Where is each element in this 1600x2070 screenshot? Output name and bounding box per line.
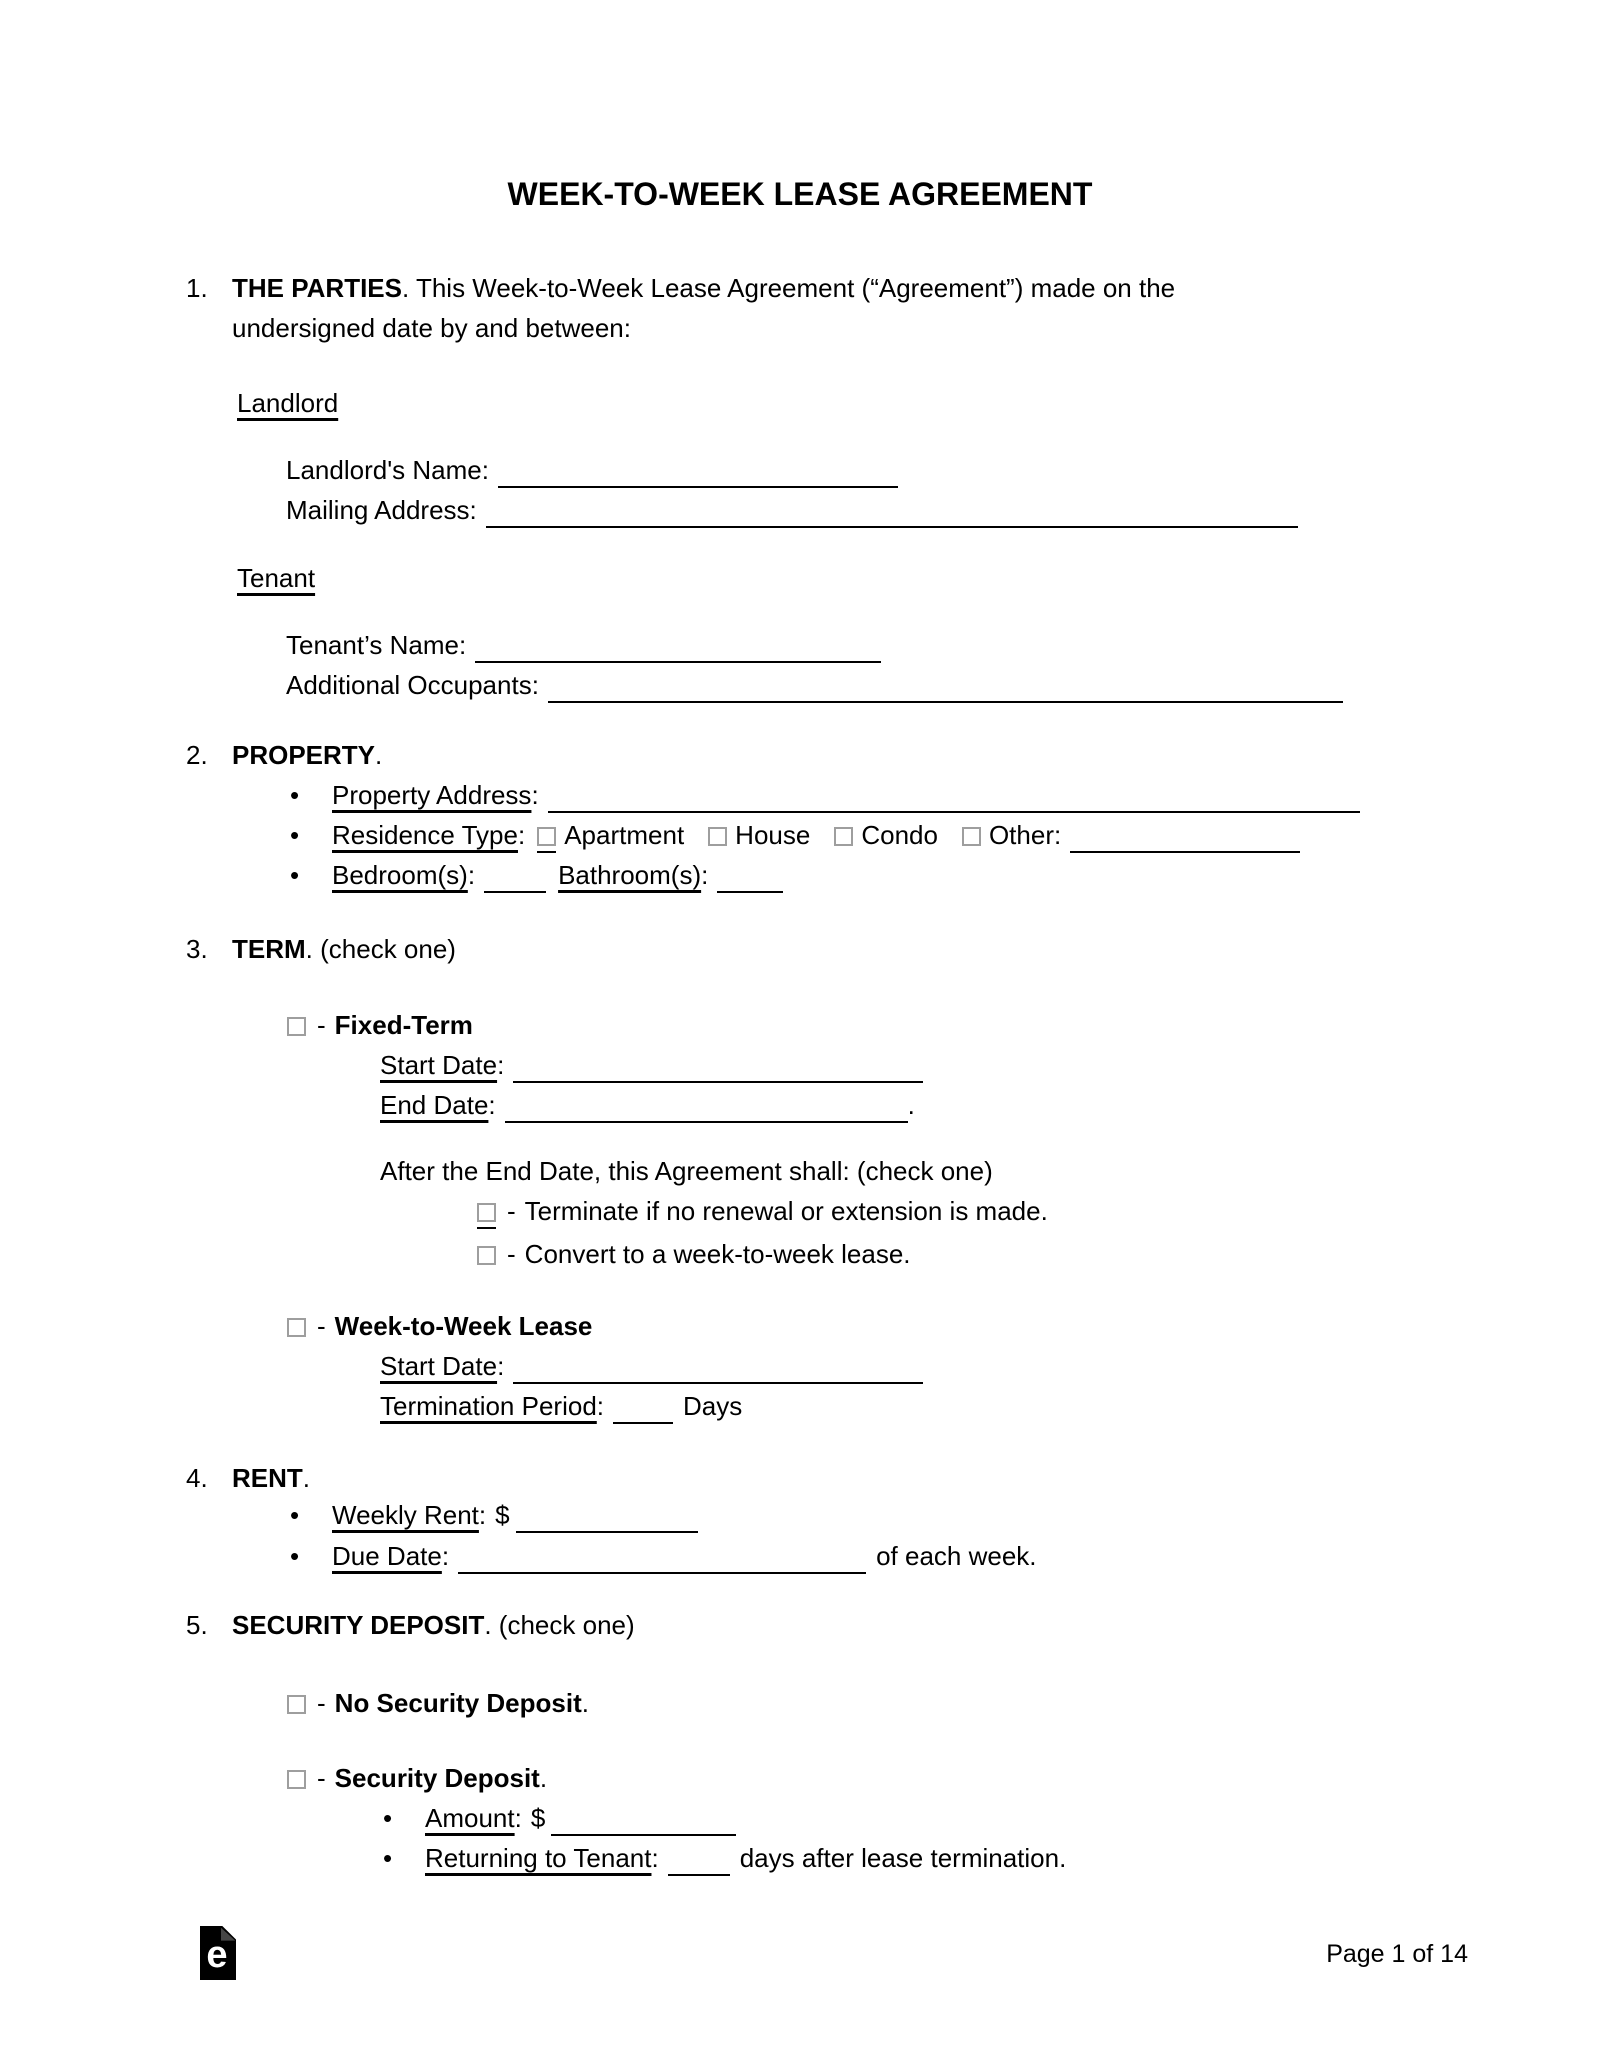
section-security-heading-suffix: . (check one) <box>484 1610 635 1640</box>
security-deposit-row <box>287 1758 547 1798</box>
dash: - <box>317 1763 326 1793</box>
bathrooms-label: Bathroom(s) <box>558 860 702 890</box>
termination-period-row <box>380 1386 742 1426</box>
property-address-label: Property Address <box>332 780 532 810</box>
returning-days-field-line[interactable] <box>668 1838 730 1876</box>
period: . <box>539 1763 548 1793</box>
fixed-term-end-date-label: End Date <box>380 1090 489 1120</box>
no-security-deposit-checkbox[interactable] <box>287 1695 306 1714</box>
returning-to-tenant-row <box>383 1838 1066 1878</box>
section-security-number: 5. <box>186 1610 208 1640</box>
terminate-option-row <box>477 1191 1048 1231</box>
tenant-subheading-text: Tenant <box>237 563 316 593</box>
section-rent-heading: RENT <box>232 1463 303 1493</box>
fixed-term-start-date-label: Start Date <box>380 1050 498 1080</box>
condo-option-label: Condo <box>861 820 938 850</box>
period: . <box>581 1688 589 1718</box>
colon: : <box>701 860 709 890</box>
section-parties-intro-line-2-text: undersigned date by and between: <box>232 313 631 343</box>
tenant-name-field-line[interactable] <box>475 625 881 663</box>
colon: : <box>596 1391 605 1421</box>
week-to-week-label: Week-to-Week Lease <box>334 1311 593 1341</box>
fixed-term-label: Fixed-Term <box>334 1010 473 1040</box>
deposit-amount-field-line[interactable] <box>551 1798 736 1836</box>
weekly-rent-label: Weekly Rent <box>332 1500 479 1530</box>
section-term-heading-suffix: . (check one) <box>305 934 456 964</box>
bullet-icon: • <box>290 780 300 810</box>
due-date-field-line[interactable] <box>458 1536 866 1574</box>
colon: : <box>514 1803 522 1833</box>
other-field-line[interactable] <box>1070 815 1300 853</box>
section-term-heading-row <box>186 929 456 969</box>
terminate-option-label: Terminate if no renewal or extension is made. <box>524 1196 1048 1226</box>
due-date-label: Due Date <box>332 1541 442 1571</box>
no-security-deposit-row <box>287 1683 589 1723</box>
colon: : <box>497 1050 505 1080</box>
colon: : <box>497 1351 505 1381</box>
apartment-option-label: Apartment <box>564 820 685 850</box>
mailing-address-row <box>286 490 1298 530</box>
week-to-week-option-row <box>287 1306 592 1346</box>
section-property-heading: PROPERTY <box>232 740 376 770</box>
due-date-suffix: of each week. <box>876 1541 1037 1571</box>
bullet-icon: • <box>290 1541 300 1571</box>
dash: - <box>317 1010 326 1040</box>
fixed-term-end-date-row <box>380 1085 915 1125</box>
mailing-address-field-line[interactable] <box>486 490 1298 528</box>
condo-checkbox[interactable] <box>834 827 853 846</box>
dash: - <box>317 1688 326 1718</box>
dollar-sign: $ <box>530 1803 546 1833</box>
colon: : <box>441 1541 450 1571</box>
apartment-checkbox[interactable] <box>537 827 556 846</box>
due-date-row <box>290 1536 1037 1576</box>
other-option-label: Other: <box>988 820 1062 850</box>
after-end-date-text <box>380 1151 993 1191</box>
landlord-name-row <box>286 450 898 490</box>
returning-to-tenant-label: Returning to Tenant <box>425 1843 652 1873</box>
property-address-row <box>290 775 1360 815</box>
bedrooms-bathrooms-row <box>290 855 783 895</box>
termination-period-field-line[interactable] <box>613 1386 673 1424</box>
section-security-heading: SECURITY DEPOSIT <box>232 1610 485 1640</box>
section-parties-intro-rest: . This Week-to-Week Lease Agreement (“Agreement”) made on the <box>401 273 1176 303</box>
convert-option-label: Convert to a week-to-week lease. <box>524 1239 911 1269</box>
tenant-name-label: Tenant’s Name: <box>286 630 467 660</box>
other-checkbox[interactable] <box>962 827 981 846</box>
house-option-label: House <box>735 820 811 850</box>
week-to-week-start-date-row <box>380 1346 923 1386</box>
week-to-week-start-date-field-line[interactable] <box>513 1346 923 1384</box>
residence-type-label: Residence Type <box>332 820 518 850</box>
house-checkbox[interactable] <box>708 827 727 846</box>
mailing-address-label: Mailing Address: <box>286 495 477 525</box>
additional-occupants-row <box>286 665 1343 705</box>
security-deposit-label: Security Deposit <box>334 1763 540 1793</box>
convert-checkbox[interactable] <box>477 1246 496 1265</box>
weekly-rent-field-line[interactable] <box>516 1495 698 1533</box>
colon: : <box>467 860 476 890</box>
bedrooms-label: Bedroom(s) <box>332 860 468 890</box>
colon: : <box>531 780 539 810</box>
fixed-term-end-date-field-line[interactable] <box>505 1085 908 1123</box>
security-deposit-checkbox[interactable] <box>287 1770 306 1789</box>
document-title: WEEK-TO-WEEK LEASE AGREEMENT <box>507 176 1093 212</box>
dollar-sign: $ <box>495 1500 510 1530</box>
section-property-number: 2. <box>186 740 208 770</box>
colon: : <box>651 1843 659 1873</box>
termination-period-suffix: Days <box>683 1391 743 1421</box>
landlord-name-field-line[interactable] <box>498 450 898 488</box>
landlord-subheading <box>237 383 338 423</box>
deposit-amount-row <box>383 1798 736 1838</box>
bullet-icon: • <box>290 860 300 890</box>
eforms-logo-letter: e <box>206 1934 228 1976</box>
week-to-week-start-date-label: Start Date <box>380 1351 498 1381</box>
additional-occupants-field-line[interactable] <box>548 665 1343 703</box>
section-rent-number: 4. <box>186 1463 208 1493</box>
section-property-heading-suffix: . <box>375 740 383 770</box>
colon: : <box>517 820 526 850</box>
colon: : <box>478 1500 487 1530</box>
section-parties-number: 1. <box>186 273 208 303</box>
tenant-name-row <box>286 625 881 665</box>
section-parties-intro-line-1 <box>186 268 1175 308</box>
fixed-term-start-date-field-line[interactable] <box>513 1045 923 1083</box>
section-security-heading-row <box>186 1605 635 1645</box>
fixed-term-checkbox[interactable] <box>287 1017 306 1036</box>
page-number: Page 1 of 14 <box>1326 1940 1468 1968</box>
after-end-date-text-content: After the End Date, this Agreement shall: (check one) <box>380 1156 993 1186</box>
property-address-field-line[interactable] <box>548 775 1360 813</box>
convert-option-row <box>477 1234 911 1274</box>
bullet-icon: • <box>290 820 300 850</box>
bullet-icon: • <box>290 1500 300 1530</box>
dash: - <box>317 1311 326 1341</box>
landlord-subheading-text: Landlord <box>237 388 339 418</box>
bedrooms-field-line[interactable] <box>484 855 546 893</box>
no-security-deposit-label: No Security Deposit <box>334 1688 582 1718</box>
section-rent-heading-row <box>186 1458 310 1498</box>
section-property-heading-row <box>186 735 382 775</box>
bathrooms-field-line[interactable] <box>717 855 783 893</box>
termination-period-label: Termination Period <box>380 1391 597 1421</box>
bullet-icon: • <box>383 1843 393 1873</box>
tenant-subheading <box>237 558 315 598</box>
weekly-rent-row <box>290 1495 698 1535</box>
section-parties-intro-line-2 <box>232 308 631 348</box>
section-term-number: 3. <box>186 934 208 964</box>
landlord-name-label: Landlord's Name: <box>286 455 489 485</box>
additional-occupants-label: Additional Occupants: <box>286 670 539 700</box>
fixed-term-option-row <box>287 1005 473 1045</box>
deposit-amount-label: Amount <box>425 1803 515 1833</box>
residence-type-row <box>290 815 1300 855</box>
returning-to-tenant-suffix: days after lease termination. <box>739 1843 1067 1873</box>
dash: - <box>507 1196 516 1226</box>
dash: - <box>507 1239 516 1269</box>
section-rent-heading-suffix: . <box>302 1463 311 1493</box>
week-to-week-checkbox[interactable] <box>287 1318 306 1337</box>
eforms-logo-icon <box>200 1926 236 1980</box>
period: . <box>907 1090 915 1120</box>
colon: : <box>488 1090 496 1120</box>
fixed-term-start-date-row <box>380 1045 923 1085</box>
section-parties-heading: THE PARTIES <box>232 273 402 303</box>
section-term-heading: TERM <box>232 934 306 964</box>
terminate-checkbox[interactable] <box>477 1203 496 1222</box>
bullet-icon: • <box>383 1803 393 1833</box>
